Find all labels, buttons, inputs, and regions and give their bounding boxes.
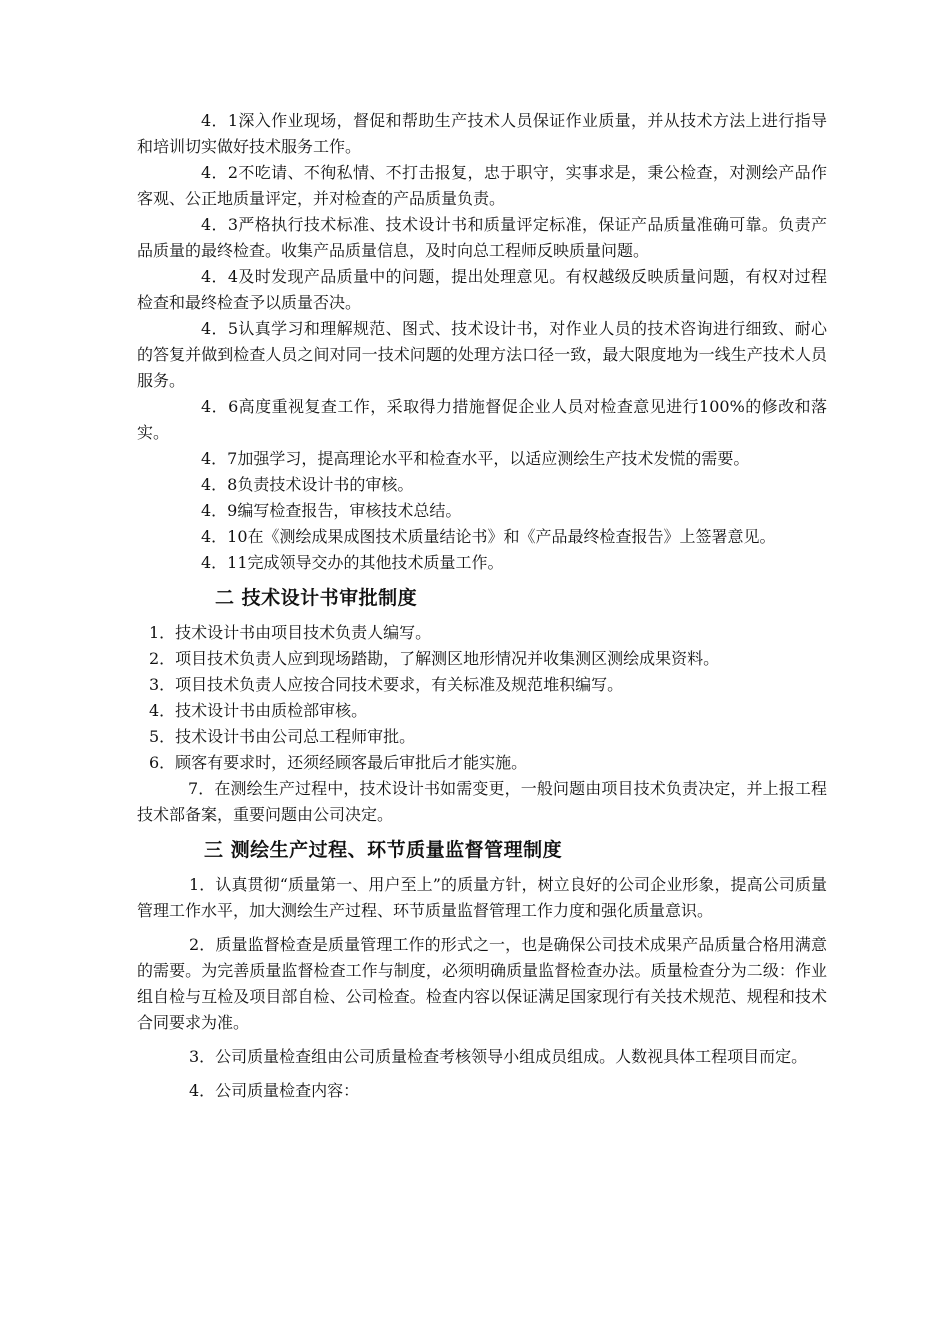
supervision-item-3: 3．公司质量检查组由公司质量检查考核领导小组成员组成。人数视具体工程项目而定。	[189, 1047, 808, 1066]
paragraph-4-2: 4．2不吃请、不徇私情、不打击报复，忠于职守，实事求是，秉公检查，对测绘产品作客观、公正地质量评定，并对检查的产品质量负责。	[137, 163, 827, 208]
paragraph-4-9: 4．9编写检查报告，审核技术总结。	[201, 501, 462, 520]
supervision-item-1: 1．认真贯彻“质量第一、用户至上”的质量方针，树立良好的公司企业形象，提高公司质量管理工作水平，加大测绘生产过程、环节质量监督管理工作力度和强化质量意识。	[137, 875, 827, 920]
paragraph-4-11: 4．11完成领导交办的其他技术质量工作。	[201, 553, 504, 572]
paragraph-4-10: 4．10在《测绘成果成图技术质量结论书》和《产品最终检查报告》上签署意见。	[201, 527, 776, 546]
paragraph-gap	[137, 1070, 827, 1078]
paragraph-4-8: 4．8负责技术设计书的审核。	[201, 475, 414, 494]
list-item-6: 6．顾客有要求时，还须经顾客最后审批后才能实施。	[149, 753, 528, 772]
paragraph-4-4: 4．4及时发现产品质量中的问题，提出处理意见。有权越级反映质量问题，有权对过程检查和最终检查予以质量否决。	[137, 267, 827, 312]
list-item-7: 7．在测绘生产过程中，技术设计书如需变更，一般问题由项目技术负责决定，并上报工程技术部备案，重要问题由公司决定。	[137, 779, 827, 824]
paragraph-4-7: 4．7加强学习，提高理论水平和检查水平，以适应测绘生产技术发慌的需要。	[201, 449, 750, 468]
list-item-5: 5．技术设计书由公司总工程师审批。	[149, 727, 416, 746]
paragraph-4-6: 4．6高度重视复查工作，采取得力措施督促企业人员对检查意见进行100%的修改和落实。	[137, 397, 827, 442]
section-process-supervision-list	[137, 872, 827, 1104]
document-body	[137, 108, 827, 1104]
section-heading-process-supervision: 三 测绘生产过程、环节质量监督管理制度	[204, 839, 563, 861]
paragraph-4-5: 4．5认真学习和理解规范、图式、技术设计书，对作业人员的技术咨询进行细致、耐心的答复并做到检查人员之间对同一技术问题的处理方法口径一致，最大限度地为一线生产技术人员服务。	[137, 319, 827, 390]
section-heading-design-approval: 二 技术设计书审批制度	[215, 587, 418, 609]
section-quality-inspector-duties	[137, 108, 827, 576]
list-item-2: 2．项目技术负责人应到现场踏勘，了解测区地形情况并收集测区测绘成果资料。	[149, 649, 720, 668]
list-item-1: 1．技术设计书由项目技术负责人编写。	[149, 623, 432, 642]
paragraph-4-1: 4．1深入作业现场，督促和帮助生产技术人员保证作业质量，并从技术方法上进行指导和培训切实做好技术服务工作。	[137, 111, 827, 156]
supervision-item-4: 4．公司质量检查内容：	[189, 1081, 360, 1100]
list-item-3: 3．项目技术负责人应按合同技术要求，有关标准及规范堆积编写。	[149, 675, 624, 694]
supervision-item-2: 2．质量监督检查是质量管理工作的形式之一，也是确保公司技术成果产品质量合格用满意的需要。为完善质量监督检查工作与制度，必须明确质量监督检查办法。质量检查分为二级：作业组自检与互检及项目部自检、公司检查。检查内容以保证满足国家现行有关技术规范、规程和技术合同要求为准。	[137, 935, 827, 1032]
paragraph-gap	[137, 924, 827, 932]
paragraph-4-3: 4．3严格执行技术标准、技术设计书和质量评定标准，保证产品质量准确可靠。负责产品质量的最终检查。收集产品质量信息，及时向总工程师反映质量问题。	[137, 215, 827, 260]
paragraph-gap	[137, 1036, 827, 1044]
section-design-approval-list	[137, 620, 827, 828]
list-item-4: 4．技术设计书由质检部审核。	[149, 701, 368, 720]
